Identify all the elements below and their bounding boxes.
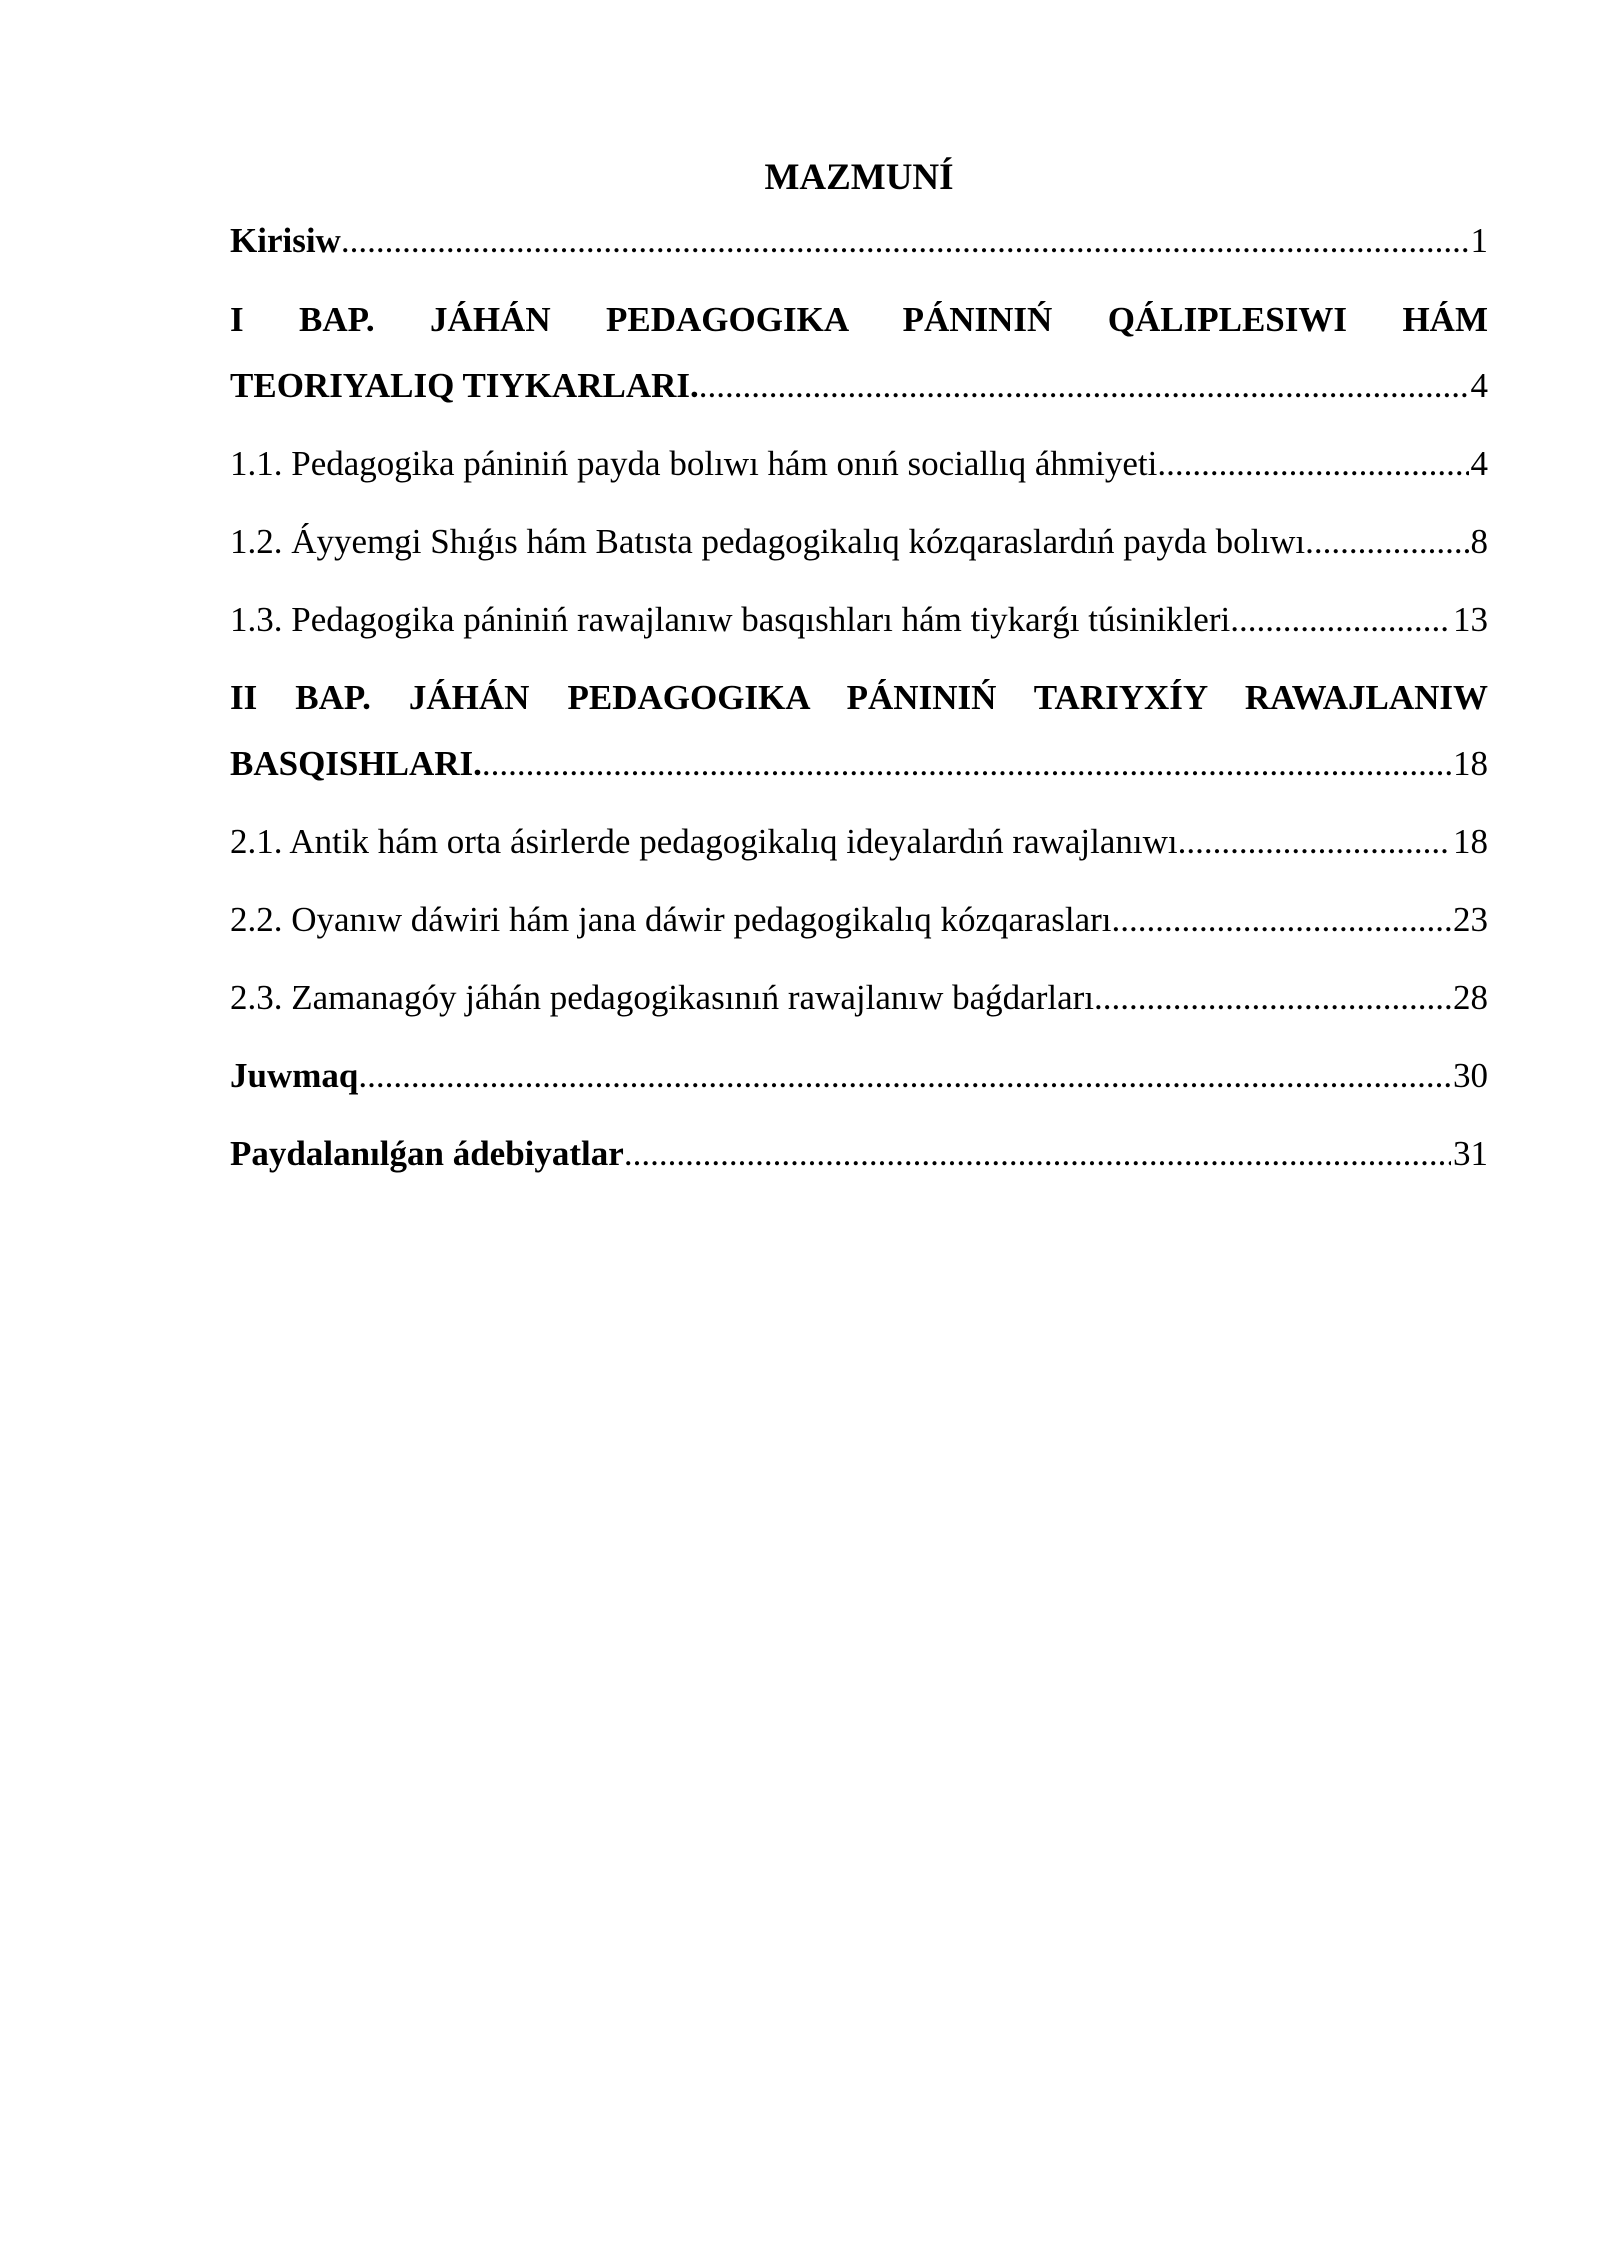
toc-leader-dots (1112, 887, 1451, 953)
toc-chapter1-line1[interactable]: I BAP. JÁHÁN PEDAGOGIKA PÁNINIŃ QÁLIPLESIWI HÁM (230, 300, 1488, 339)
toc-entry-label: 2.1. Antik hám orta ásirlerde pedagogikalıq ideyalardıń rawajlanıwı (230, 822, 1178, 861)
toc-page-number: 4 (1470, 366, 1488, 405)
toc-page-number: 23 (1453, 900, 1488, 939)
toc-entry-conclusion[interactable] (230, 1043, 1488, 1109)
toc-entry-chapter2[interactable] (230, 731, 1488, 797)
toc-entry-section-1-1[interactable] (230, 431, 1488, 497)
toc-leader-dots (1094, 965, 1451, 1031)
toc-leader-dots (1178, 809, 1451, 875)
toc-entry-label: 1.3. Pedagogika pániniń rawajlanıw basqıshları hám tiykarǵı túsinikleri (230, 600, 1231, 639)
toc-page-number: 18 (1453, 822, 1488, 861)
toc-entry-label: 1.2. Áyyemgi Shıǵıs hám Batısta pedagogikalıq kózqaraslardıń payda bolıwı (230, 522, 1306, 561)
toc-entry-label: Kirisiw (230, 221, 341, 260)
toc-page-number: 4 (1470, 444, 1488, 483)
toc-leader-dots (699, 353, 1469, 419)
toc-entry-section-2-1[interactable] (230, 809, 1488, 875)
toc-leader-dots (358, 1043, 1451, 1109)
toc-page-number: 31 (1453, 1134, 1488, 1173)
toc-leader-dots (341, 208, 1469, 274)
toc-entry-label: Paydalanılǵan ádebiyatlar (230, 1134, 624, 1173)
toc-page-number: 30 (1453, 1056, 1488, 1095)
toc-page-number: 1 (1470, 221, 1488, 260)
toc-leader-dots (624, 1121, 1451, 1187)
toc-entry-intro[interactable] (230, 208, 1488, 274)
toc-entry-chapter1[interactable] (230, 353, 1488, 419)
toc-page-number: 8 (1470, 522, 1488, 561)
toc-chapter2-line1[interactable]: II BAP. JÁHÁN PEDAGOGIKA PÁNINIŃ TARIYXÍY RAWAJLANIW (230, 678, 1488, 717)
toc-page-number: 18 (1453, 744, 1488, 783)
toc-page-number: 13 (1453, 600, 1488, 639)
toc-entry-label: TEORIYALIQ TIYKARLARI. (230, 366, 699, 405)
toc-leader-dots (1305, 509, 1468, 575)
toc-leader-dots (1157, 431, 1468, 497)
table-of-contents (230, 148, 1488, 1187)
toc-entry-section-2-3[interactable] (230, 965, 1488, 1031)
toc-entry-label: 2.2. Oyanıw dáwiri hám jana dáwir pedagogikalıq kózqarasları (230, 900, 1112, 939)
toc-title: MAZMUNÍ (764, 157, 954, 198)
toc-entry-label: BASQISHLARI. (230, 744, 482, 783)
toc-entry-section-2-2[interactable] (230, 887, 1488, 953)
toc-entry-label: 2.3. Zamanagóy jáhán pedagogikasınıń rawajlanıw baǵdarları (230, 978, 1094, 1017)
toc-entry-references[interactable] (230, 1121, 1488, 1187)
toc-entry-section-1-3[interactable] (230, 587, 1488, 653)
toc-leader-dots (1230, 587, 1451, 653)
toc-entry-label: 1.1. Pedagogika pániniń payda bolıwı hám onıń sociallıq áhmiyeti (230, 444, 1158, 483)
toc-entry-section-1-2[interactable] (230, 509, 1488, 575)
toc-entry-label: Juwmaq (230, 1056, 359, 1095)
toc-page-number: 28 (1453, 978, 1488, 1017)
toc-leader-dots (482, 731, 1451, 797)
